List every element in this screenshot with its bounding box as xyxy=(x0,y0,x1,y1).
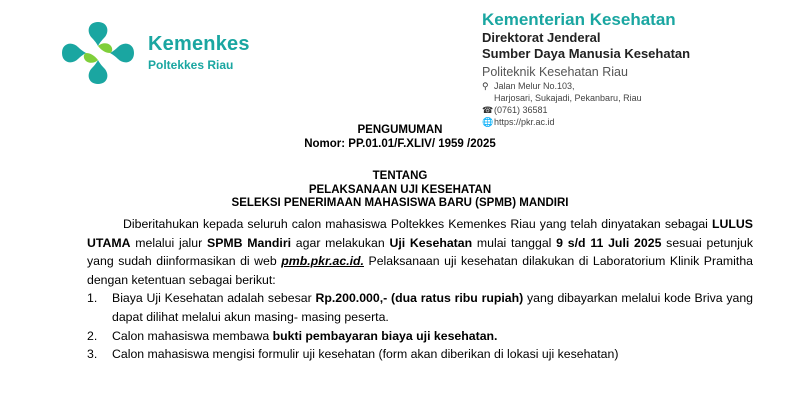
list-text: Calon mahasiswa mengisi formulir uji kesehatan (form akan diberikan di lokasi uji kesehatan) xyxy=(112,347,619,362)
admission-path: SPMB Mandiri xyxy=(207,235,292,250)
directorate-line2: Sumber Daya Manusia Kesehatan xyxy=(482,46,691,61)
phone-number: (0761) 36581 xyxy=(494,105,548,115)
letterhead-info xyxy=(482,10,690,128)
address-row xyxy=(482,80,690,92)
brand-subtitle: Poltekkes Riau xyxy=(148,58,234,72)
text-run: Pelaksanaan uji kesehatan dilakukan di Laboratorium Klinik Pramitha dengan ketentuan sebagai berikut: xyxy=(87,254,753,287)
kemenkes-logo xyxy=(58,18,138,88)
list-item xyxy=(87,345,753,364)
ministry-name: Kementerian Kesehatan xyxy=(482,10,676,29)
list-text xyxy=(112,327,753,346)
phone-row xyxy=(482,104,690,116)
announcement-heading: PENGUMUMAN xyxy=(357,124,443,136)
list-text xyxy=(112,289,753,326)
subject-line2: SELEKSI PENERIMAAN MAHASISWA BARU (SPMB) MANDIRI xyxy=(231,197,569,209)
text-run: Biaya Uji Kesehatan adalah sebesar xyxy=(112,291,316,306)
text-run: agar melakukan xyxy=(291,235,390,250)
status-lulus-utama: LULUS UTAMA xyxy=(87,217,753,250)
tentang-label: TENTANG xyxy=(372,170,428,182)
intro-paragraph xyxy=(87,215,753,289)
address-line1: Jalan Melur No.103, xyxy=(494,81,575,91)
list-item xyxy=(87,289,753,326)
directorate-line1: Direktorat Jenderal xyxy=(482,30,601,45)
location-pin-icon: ⚲ xyxy=(482,81,489,91)
globe-icon: 🌐 xyxy=(482,117,494,127)
text-run: melalui jalur xyxy=(130,235,207,250)
subject-line1: PELAKSANAAN UJI KESEHATAN xyxy=(308,184,492,196)
text-run: Calon mahasiswa membawa xyxy=(112,328,273,343)
announcement-body xyxy=(87,215,753,364)
payment-proof: bukti pembayaran biaya uji kesehatan. xyxy=(272,328,498,343)
text-run: mulai tanggal xyxy=(472,235,557,250)
text-run: Diberitahukan kepada seluruh calon mahasiswa Poltekkes Kemenkes Riau yang telah dinyatakan sebagai xyxy=(123,217,712,231)
fee-amount: Rp.200.000,- (dua ratus ribu rupiah) xyxy=(315,291,524,306)
address-line2: Harjosari, Sukajadi, Pekanbaru, Riau xyxy=(494,93,642,103)
exam-dates: 9 s/d 11 Juli 2025 xyxy=(556,235,662,250)
contact-block xyxy=(482,80,690,128)
list-number: 3. xyxy=(87,347,98,362)
exam-name: Uji Kesehatan xyxy=(389,235,473,250)
institution-name: Politeknik Kesehatan Riau xyxy=(482,65,628,79)
address-row-2 xyxy=(482,92,690,104)
text-run: sesuai petunjuk yang sudah diinformasikan di web xyxy=(87,235,753,269)
list-number: 2. xyxy=(87,328,98,343)
pmb-website-link[interactable]: pmb.pkr.ac.id. xyxy=(281,254,364,269)
phone-icon: ☎ xyxy=(482,105,494,115)
website-link[interactable]: https://pkr.ac.id xyxy=(494,117,555,127)
text-run: yang dibayarkan melalui kode Briva yang dapat dilihat melalui akun masing- masing peserta. xyxy=(112,291,754,324)
announcement-number: Nomor: PP.01.01/F.XLIV/ 1959 /2025 xyxy=(304,138,496,150)
list-item xyxy=(87,327,753,346)
brand-name: Kemenkes xyxy=(148,33,250,55)
list-number: 1. xyxy=(87,291,98,306)
